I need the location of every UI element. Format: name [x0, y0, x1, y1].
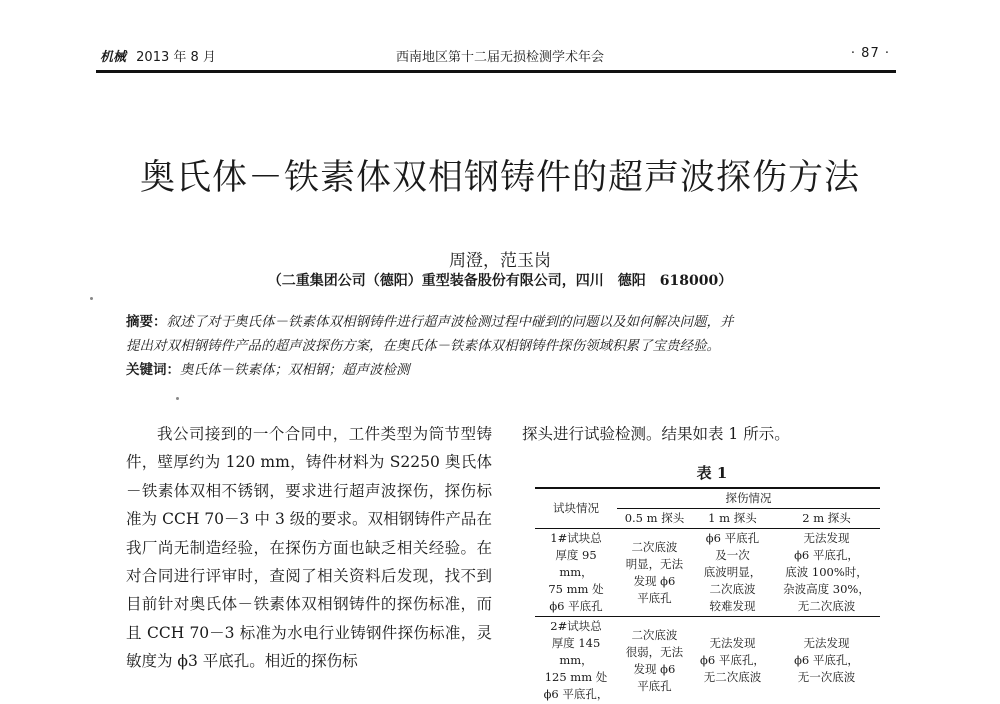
table-row — [535, 529, 880, 617]
results-table — [535, 487, 880, 704]
abstract-block — [126, 310, 896, 382]
scan-speck — [90, 297, 93, 300]
abstract-line-1: 叙述了对于奥氏体－铁素体双相钢铸件进行超声波检测过程中碰到的问题以及如何解决问题，并 — [167, 314, 734, 330]
scan-speck — [176, 397, 179, 400]
result-cell: 无法发现 ϕ6 平底孔， 无一次底波 — [773, 617, 880, 704]
body-right-text: 探头进行试验检测。结果如表 1 所示。 — [522, 420, 882, 448]
result-cell: 二次底波 很弱，无法 发现 ϕ6 平底孔 — [617, 617, 692, 704]
keywords: 奥氏体－铁素体；双相钢；超声波检测 — [180, 362, 410, 378]
journal-name: 机械 — [100, 50, 126, 65]
block-cell: 2#试块总 厚度 145 mm， 125 mm 处 ϕ6 平底孔， — [535, 617, 617, 704]
header-rule — [96, 70, 896, 73]
body-left-column — [126, 420, 492, 676]
table-caption: 表 1 — [522, 462, 902, 483]
keywords-label: 关键词： — [126, 362, 180, 378]
column-header: 0.5 m 探头 — [617, 509, 692, 529]
body-paragraph: 我公司接到的一个合同中，工件类型为筒节型铸件，壁厚约为 120 mm，铸件材料为 S2250 奥氏体－铁素体双相不锈钢，要求进行超声波探伤，探伤标准为 CCH 70－3 中 3 级的要求。双相钢铸件产品在我厂尚无制造经验，在探伤方面也缺乏相关经验。在对合同进行评审时，查阅了相关资料后发现，找不到目前针对奥氏体－铁素体双相钢铸件的探伤标准，而且 CCH 70－3 标准为水电行业铸钢件探伤标准，灵敏度为 ϕ3 平底孔。相近的探伤标 — [126, 420, 492, 676]
paper-title: 奥氏体－铁素体双相钢铸件的超声波探伤方法 — [0, 150, 1000, 200]
abstract-line-2: 提出对双相钢铸件产品的超声波探伤方案，在奥氏体－铁素体双相钢铸件探伤领域积累了宝贵经验。 — [126, 334, 896, 358]
abstract-label: 摘要： — [126, 314, 167, 330]
row-header: 试块情况 — [535, 488, 617, 529]
result-cell: 二次底波 明显，无法 发现 ϕ6 平底孔 — [617, 529, 692, 617]
issue-date: 2013 年 8 月 — [136, 50, 216, 65]
conference-name: 西南地区第十二届无损检测学术年会 — [0, 46, 1000, 65]
group-header: 探伤情况 — [617, 488, 880, 509]
authors: 周澄，范玉岗 — [0, 246, 1000, 271]
result-cell: ϕ6 平底孔 及一次 底波明显， 二次底波 较难发现 — [692, 529, 773, 617]
column-header: 1 m 探头 — [692, 509, 773, 529]
affiliation: （二重集团公司（德阳）重型装备股份有限公司，四川 德阳 618000） — [0, 270, 1000, 290]
result-cell: 无法发现 ϕ6 平底孔， 底波 100%时， 杂波高度 30%， 无二次底波 — [773, 529, 880, 617]
page-number: · 87 · — [851, 46, 890, 61]
block-cell: 1#试块总 厚度 95 mm， 75 mm 处 ϕ6 平底孔 — [535, 529, 617, 617]
table-row — [535, 617, 880, 704]
result-cell: 无法发现 ϕ6 平底孔， 无二次底波 — [692, 617, 773, 704]
column-header: 2 m 探头 — [773, 509, 880, 529]
